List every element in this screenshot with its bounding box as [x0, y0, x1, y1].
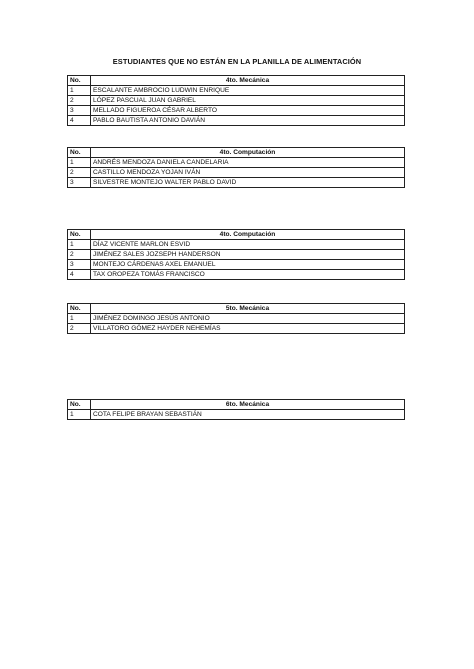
column-header-no: No. — [68, 230, 91, 240]
table-header-row — [68, 400, 405, 410]
table-row — [68, 168, 405, 178]
table-row — [68, 250, 405, 260]
group-heading: 4to. Computación — [91, 230, 405, 240]
row-number: 4 — [68, 116, 91, 126]
row-number: 1 — [68, 86, 91, 96]
student-name: ANDRÉS MENDOZA DANIELA CANDELARIA — [91, 158, 405, 168]
row-number: 3 — [68, 106, 91, 116]
column-header-no: No. — [68, 304, 91, 314]
row-number: 2 — [68, 324, 91, 334]
table-row — [68, 96, 405, 106]
table-row — [68, 86, 405, 96]
row-number: 3 — [68, 260, 91, 270]
student-table-4to-computacion-b — [67, 229, 405, 280]
student-name: JIMÉNEZ DOMINGO JESÚS ANTONIO — [91, 314, 405, 324]
student-table-5to-mecanica — [67, 303, 405, 334]
row-number: 2 — [68, 250, 91, 260]
table-header-row — [68, 76, 405, 86]
row-number: 2 — [68, 96, 91, 106]
column-header-no: No. — [68, 400, 91, 410]
student-name: SILVESTRE MONTEJO WALTER PABLO DAVID — [91, 178, 405, 188]
page-title: ESTUDIANTES QUE NO ESTÁN EN LA PLANILLA DE ALIMENTACIÓN — [112, 57, 362, 66]
student-name: TAX OROPEZA TOMÁS FRANCISCO — [91, 270, 405, 280]
table-row — [68, 116, 405, 126]
table-row — [68, 270, 405, 280]
table-header-row — [68, 304, 405, 314]
student-table-6to-mecanica — [67, 399, 405, 420]
student-name: DÍAZ VICENTE MARLON ESVID — [91, 240, 405, 250]
table-row — [68, 240, 405, 250]
table-header-row — [68, 148, 405, 158]
row-number: 4 — [68, 270, 91, 280]
row-number: 1 — [68, 314, 91, 324]
table-row — [68, 106, 405, 116]
table-row — [68, 178, 405, 188]
student-name: ESCALANTE AMBROCIO LUDWIN ENRIQUE — [91, 86, 405, 96]
student-name: JIMÉNEZ SALES JOZSEPH HANDERSON — [91, 250, 405, 260]
student-name: MONTEJO CÁRDENAS AXEL EMANUEL — [91, 260, 405, 270]
row-number: 1 — [68, 410, 91, 420]
student-table-4to-mecanica — [67, 75, 405, 126]
group-heading: 5to. Mecánica — [91, 304, 405, 314]
student-name: PABLO BAUTISTA ANTONIO DAVIÁN — [91, 116, 405, 126]
table-row — [68, 314, 405, 324]
student-name: CASTILLO MENDOZA YOJAN IVÁN — [91, 168, 405, 178]
column-header-no: No. — [68, 148, 91, 158]
row-number: 3 — [68, 178, 91, 188]
student-name: COTA FELIPE BRAYAN SEBASTIÁN — [91, 410, 405, 420]
student-table-4to-computacion-a — [67, 147, 405, 188]
table-row — [68, 324, 405, 334]
table-row — [68, 260, 405, 270]
group-heading: 4to. Mecánica — [91, 76, 405, 86]
row-number: 1 — [68, 158, 91, 168]
student-name: VILLATORO GÓMEZ HAYDER NEHEMÍAS — [91, 324, 405, 334]
table-row — [68, 410, 405, 420]
group-heading: 6to. Mecánica — [91, 400, 405, 410]
table-header-row — [68, 230, 405, 240]
student-name: LÓPEZ PASCUAL JUAN GABRIEL — [91, 96, 405, 106]
row-number: 2 — [68, 168, 91, 178]
row-number: 1 — [68, 240, 91, 250]
column-header-no: No. — [68, 76, 91, 86]
group-heading: 4to. Computación — [91, 148, 405, 158]
student-name: MELLADO FIGUEROA CÉSAR ALBERTO — [91, 106, 405, 116]
table-row — [68, 158, 405, 168]
